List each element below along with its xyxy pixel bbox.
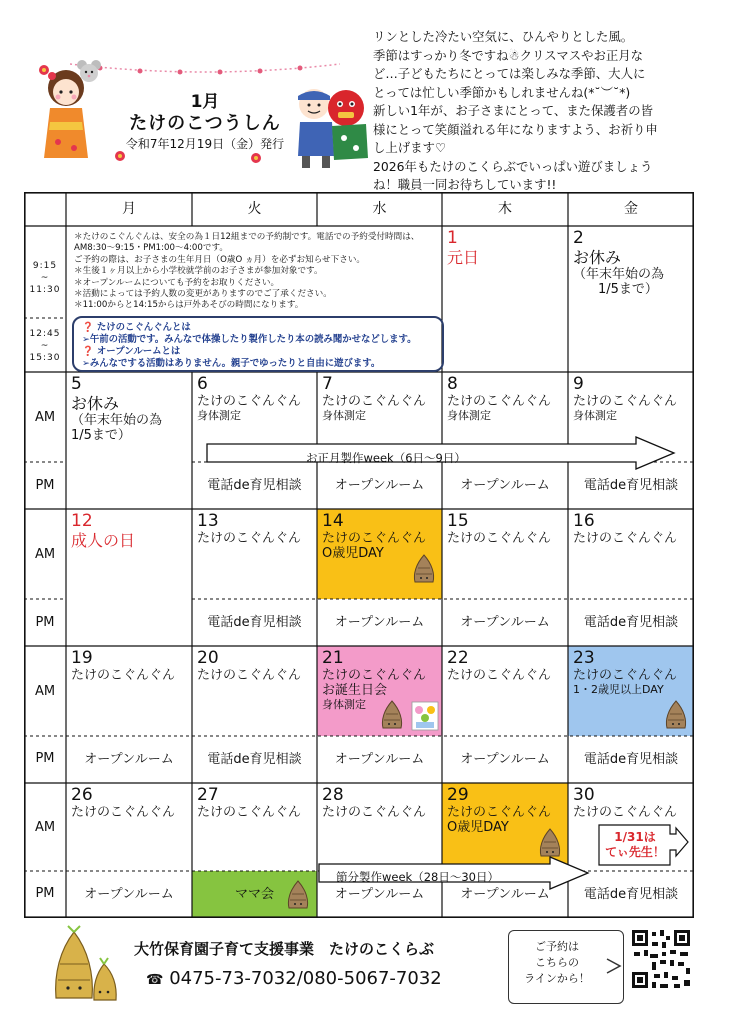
am-event: たけのこぐんぐん [197, 805, 302, 820]
am-event: たけのこぐんぐん [322, 805, 427, 820]
pm-label: PM [35, 615, 55, 630]
info-question: ❓ たけのこぐんぐんとは [82, 322, 191, 333]
am-label: AM [34, 410, 56, 425]
lion-dancer-icon [288, 78, 370, 170]
newsletter-title: たけのこつうしん [129, 113, 281, 134]
day-cell-2 [568, 226, 694, 372]
info-question: ❓ オープンルームとは [82, 346, 181, 357]
new-year-craft-week: お正月製作week（6日～9日） [306, 451, 466, 465]
pm-event-15: オープンルーム [460, 615, 550, 630]
footer [0, 918, 731, 1024]
time-text: 9:15 [32, 261, 58, 271]
note-line: ご予約の際は、お子さまの生年月日（O歳O ヵ月）を必ずお知らせ下さい。 [74, 254, 366, 265]
am-event: たけのこぐんぐん [197, 531, 302, 546]
month-title: 1月 [190, 92, 220, 112]
time-text: ~ [40, 273, 50, 283]
closed-label: お休み [71, 394, 120, 413]
am-event-sub: 身体測定 [447, 409, 491, 422]
day-cell-5 [66, 372, 192, 509]
pm-label: PM [35, 886, 55, 901]
info-answer: ➢みんなでする活動はありません。親子でゆったりと自由に遊びます。 [82, 358, 381, 369]
callout-line: てぃ先生！ [605, 845, 665, 859]
pm-event-20: 電話de育児相談 [207, 752, 302, 767]
callout-text [600, 830, 670, 860]
day-cell-15 [442, 509, 568, 599]
pm-event-22: オープンルーム [460, 752, 550, 767]
bead-garland-icon [70, 58, 340, 78]
day-number: 30 [573, 785, 595, 805]
weekday-fri: 金 [624, 201, 638, 217]
weekday-thu: 木 [498, 201, 512, 217]
am-event-sub: 1・2歳児以上DAY [573, 683, 664, 696]
arrow-right-icon [605, 957, 623, 975]
day-number: 16 [573, 511, 595, 531]
am-event: たけのこぐんぐん [322, 668, 427, 683]
intro-line: とっては忙しい季節かもしれませんね(*˘︶˘*) [373, 84, 631, 100]
weekday-mon: 月 [122, 201, 136, 217]
pm-time-range [24, 328, 66, 364]
closed-reason: 1/5まで） [71, 428, 131, 443]
am-event: たけのこぐんぐん [573, 668, 678, 683]
day-number: 26 [71, 785, 93, 805]
holiday-label: 元日 [447, 248, 480, 267]
time-text: ~ [40, 341, 50, 351]
reservation-notes [74, 232, 444, 312]
closed-reason: 1/5まで） [598, 282, 658, 297]
intro-line: 季節はすっかり冬ですね☃クリスマスやお正月な [373, 47, 644, 63]
day-number: 14 [322, 511, 344, 531]
callout-line: 1/31は [614, 830, 656, 844]
am-event: たけのこぐんぐん [197, 668, 302, 683]
newsletter-header [0, 0, 731, 192]
issue-date: 令和7年12月19日（金）発行 [125, 137, 285, 151]
pm-label: PM [35, 751, 55, 766]
bamboo-shoot-icon [380, 700, 404, 730]
pm-event-7: オープンルーム [334, 478, 425, 493]
closed-reason: （年末年始の為 [573, 267, 665, 282]
am-label: AM [34, 547, 56, 562]
intro-line: 2026年もたけのこくらぶでいっぱい遊びましょう [373, 158, 653, 174]
day-cell-27 [192, 783, 317, 871]
info-answer: ➢午前の活動です。みんなで体操したり製作したり本の読み聞かせなどします。 [82, 334, 417, 345]
am-event: たけのこぐんぐん [447, 394, 552, 409]
line-qr-code[interactable] [630, 928, 692, 990]
day-cell-19 [66, 646, 192, 736]
day-number: 29 [447, 785, 469, 805]
day-number: 13 [197, 511, 219, 531]
bamboo-shoot-icon [412, 554, 436, 584]
pm-label: PM [35, 478, 55, 493]
day-number: 12 [71, 511, 93, 531]
note-line: AM8:30～9:15・PM1:00～4:00です。 [74, 243, 228, 254]
day-number: 19 [71, 648, 93, 668]
calendar-table [24, 192, 694, 918]
day-number: 8 [447, 374, 458, 394]
pm-event-6: 電話de育児相談 [207, 478, 302, 493]
closed-label: お休み [573, 248, 622, 267]
pm-event-19: オープンルーム [84, 752, 174, 767]
time-text: 15:30 [29, 353, 61, 363]
day-number: 22 [447, 648, 469, 668]
flower-icon [38, 64, 50, 76]
pm-event-30: 電話de育児相談 [583, 887, 679, 902]
am-event-sub: 身体測定 [573, 409, 617, 422]
day-number: 2 [573, 228, 584, 248]
bamboo-shoot-icon [664, 700, 688, 730]
phone-text: 0475-73-7032/080-5067-7032 [169, 968, 442, 989]
day-number: 7 [322, 374, 333, 394]
intro-line: し上げます♡ [373, 140, 447, 155]
pm-event-23: 電話de育児相談 [583, 752, 679, 767]
day-number: 28 [322, 785, 344, 805]
time-text: 11:30 [29, 285, 61, 295]
am-event: たけのこぐんぐん [447, 668, 552, 683]
intro-line: ね！職員一同お待ちしています!! [373, 177, 557, 192]
bamboo-shoot-icon [286, 880, 310, 910]
am-event: たけのこぐんぐん [197, 394, 302, 409]
birthday-gift-icon [410, 700, 440, 732]
am-event: たけのこぐんぐん [322, 531, 427, 546]
day-number: 6 [197, 374, 208, 394]
line-reservation-box [508, 930, 624, 1004]
am-event-sub: O歳児DAY [322, 546, 384, 561]
day-cell-22 [442, 646, 568, 736]
closed-reason: （年末年始の為 [71, 413, 163, 428]
day-number: 15 [447, 511, 469, 531]
pm-event-14: オープンルーム [334, 615, 425, 630]
pm-event-21: オープンルーム [334, 752, 425, 767]
am-label: AM [34, 684, 56, 699]
bamboo-shoot-icon [538, 828, 562, 858]
bamboo-shoot-family-icon [48, 924, 120, 1004]
am-event: たけのこぐんぐん [573, 805, 678, 820]
note-line: ＊活動によっては予約人数の変更がありますのでご了承ください。 [74, 289, 332, 300]
reservation-line: ご予約は [535, 940, 579, 953]
flower-icon [114, 150, 126, 162]
day-number: 21 [322, 648, 344, 668]
pm-event-8: オープンルーム [460, 478, 550, 493]
day-cell-16 [568, 509, 694, 599]
am-event: たけのこぐんぐん [71, 805, 176, 820]
day-cell-20 [192, 646, 317, 736]
day-number: 27 [197, 785, 219, 805]
note-line: ＊生後１ヶ月以上から小学校就学前のお子さまが参加対象です。 [74, 266, 323, 277]
reservation-line: ラインから！ [524, 972, 590, 985]
phone-icon: ☎ [146, 972, 164, 988]
pm-event-16: 電話de育児相談 [583, 615, 679, 630]
day-cell-26 [66, 783, 192, 871]
am-event: たけのこぐんぐん [71, 668, 176, 683]
holiday-label: 成人の日 [71, 531, 136, 550]
am-event: たけのこぐんぐん [573, 394, 678, 409]
am-event-sub: O歳児DAY [447, 820, 509, 835]
am-event: たけのこぐんぐん [573, 531, 678, 546]
day-number: 9 [573, 374, 584, 394]
day-cell-12 [66, 509, 192, 646]
am-event: たけのこぐんぐん [322, 394, 427, 409]
day-cell-1 [442, 226, 568, 372]
pm-event-13: 電話de育児相談 [207, 615, 302, 630]
time-text: 12:45 [29, 329, 61, 339]
am-event-sub: 身体測定 [322, 409, 366, 422]
am-time-range [24, 260, 66, 296]
intro-line: リンとした冷たい空気に、ひんやりとした風。 [373, 29, 634, 44]
day-cell-13 [192, 509, 317, 599]
day-number: 20 [197, 648, 219, 668]
pm-event-28: オープンルーム [334, 887, 425, 902]
note-line: ＊11:00からと14:15からは戸外あそびの時間になります。 [74, 300, 304, 311]
reservation-line: こちらの [535, 956, 579, 969]
am-event-sub: 身体測定 [322, 698, 366, 711]
flower-icon [250, 152, 262, 164]
intro-line: 様にとって笑顔溢れる年になりますよう、お祈り申 [373, 121, 658, 137]
am-event-sub: 身体測定 [197, 409, 241, 422]
am-label: AM [34, 820, 56, 835]
pm-event-26: オープンルーム [84, 887, 174, 902]
day-number: 5 [71, 374, 82, 394]
weekday-wed: 水 [372, 201, 387, 217]
setsubun-craft-week: 節分製作week（28日～30日） [336, 870, 499, 884]
mouse-icon [76, 58, 102, 84]
day-number: 1 [447, 228, 458, 248]
pm-event-27: ママ会 [234, 887, 274, 902]
day-number: 23 [573, 648, 595, 668]
pm-event-9: 電話de育児相談 [583, 478, 679, 493]
intro-line: ど…子どもたちにとっては楽しみな季節、大人に [373, 66, 646, 81]
phone-number [146, 968, 442, 989]
note-line: ＊たけのこぐんぐんは、安全の為１日12組までの予約制です。電話での予約受付時間は、 [74, 232, 420, 242]
pm-event-29: オープンルーム [460, 887, 550, 902]
organization-name: 大竹保育園子育て支援事業 たけのこくらぶ [134, 940, 435, 958]
weekday-tue: 火 [247, 201, 262, 217]
reservation-text [509, 939, 605, 987]
intro-message [373, 28, 723, 195]
activity-info-box [72, 316, 444, 372]
note-line: ＊オープンルームについても予約をお取りください。 [74, 277, 280, 288]
am-event-sub: お誕生日会 [322, 683, 388, 698]
intro-line: 新しい1年が、お子さまにとって、また保護者の皆 [373, 103, 653, 118]
am-event: たけのこぐんぐん [447, 531, 552, 546]
am-event: たけのこぐんぐん [447, 805, 552, 820]
